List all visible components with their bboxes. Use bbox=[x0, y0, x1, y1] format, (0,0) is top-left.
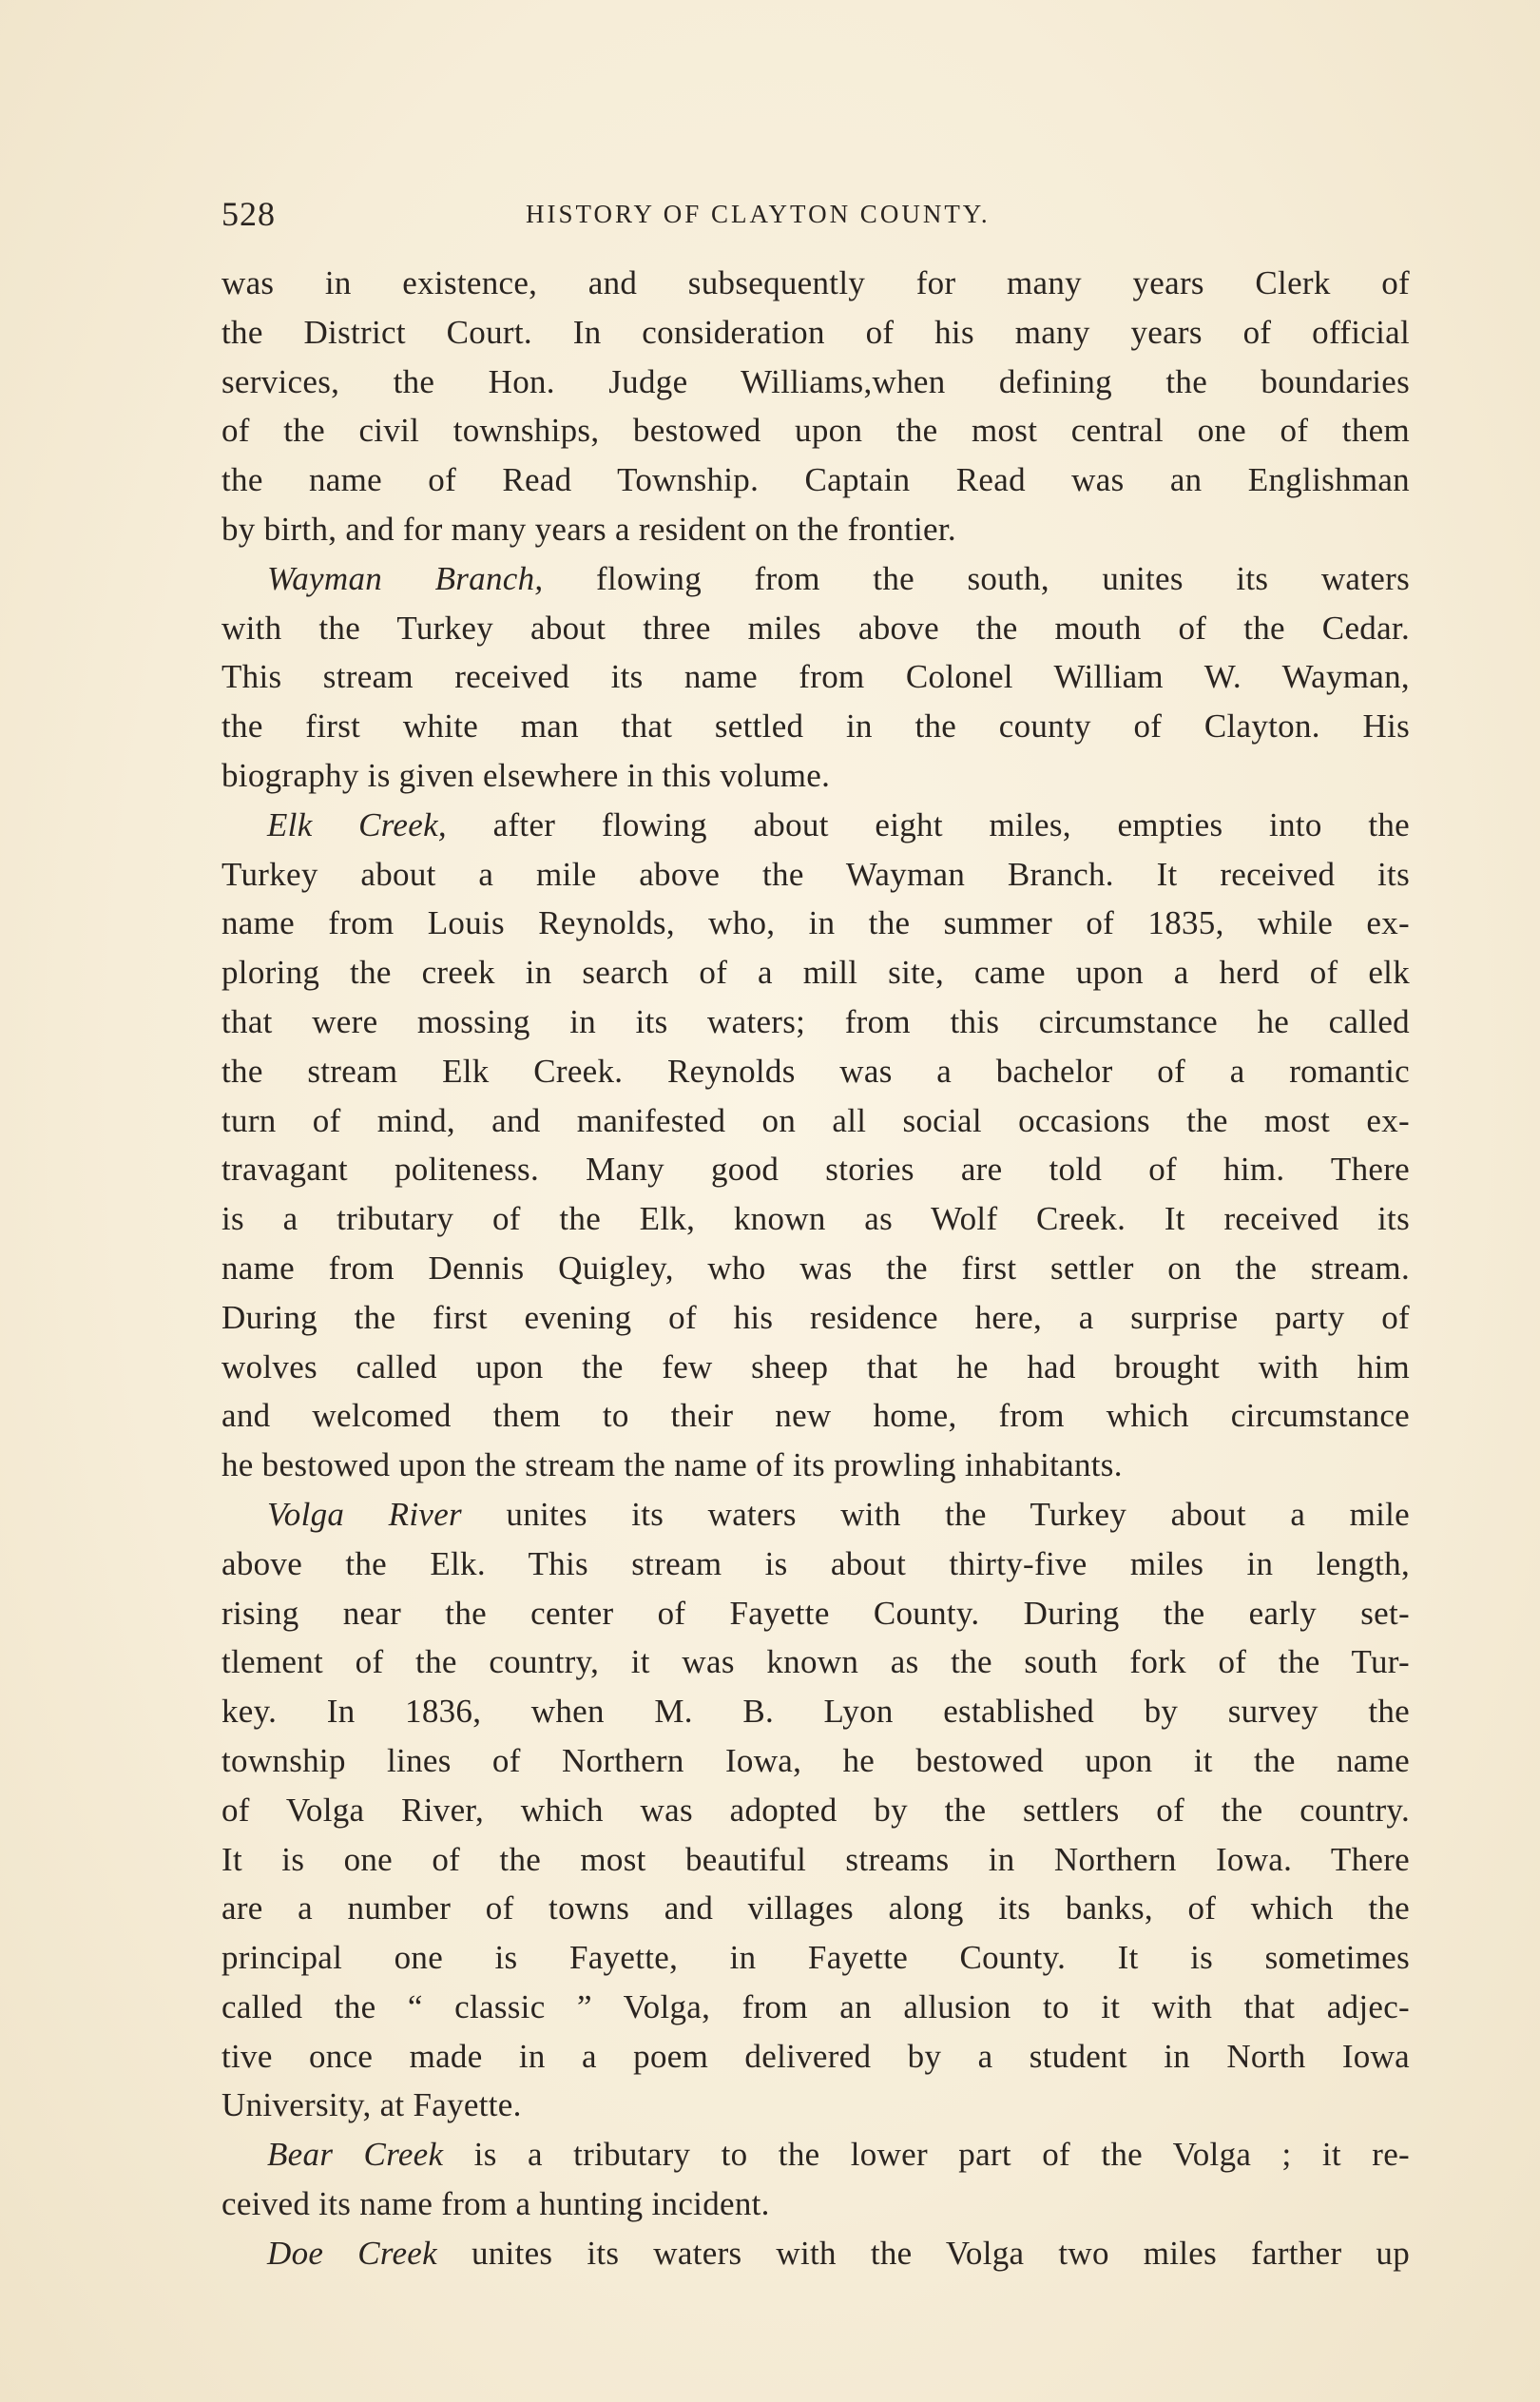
text-line bbox=[221, 1736, 1410, 1786]
line-text: was in existence, and subsequently for many years Clerk of bbox=[221, 264, 1410, 301]
text-line bbox=[221, 604, 1410, 653]
stream-name: Doe Creek bbox=[267, 2234, 437, 2272]
line-text: the name of Read Township. Captain Read was an Englishman bbox=[221, 461, 1410, 499]
text-line bbox=[221, 1047, 1410, 1096]
line-text: services, the Hon. Judge Williams,when defining the boundaries bbox=[221, 362, 1410, 400]
text-line bbox=[221, 1589, 1410, 1638]
text-line bbox=[221, 1441, 1410, 1490]
text-line bbox=[221, 455, 1410, 505]
text-line bbox=[221, 505, 1410, 554]
stream-name: Bear Creek bbox=[267, 2136, 444, 2174]
line-text: principal one is Fayette, in Fayette County. It is sometimes bbox=[221, 1939, 1410, 1977]
line-text: flowing from the south, unites its waters bbox=[543, 559, 1410, 597]
line-text: ceived its name from a hunting incident. bbox=[221, 2185, 770, 2223]
running-title: HISTORY OF CLAYTON COUNTY. bbox=[526, 200, 991, 228]
line-text: that were mossing in its waters; from this circumstance he called bbox=[221, 1002, 1410, 1040]
line-text: and welcomed them to their new home, from which circumstance bbox=[221, 1397, 1410, 1435]
page-number: 528 bbox=[221, 195, 276, 233]
line-text: the stream Elk Creek. Reynolds was a bachelor of a romantic bbox=[221, 1052, 1410, 1090]
line-text: of Volga River, which was adopted by the settlers of the country. bbox=[221, 1791, 1410, 1829]
line-text: called the “ classic ” Volga, from an allusion to it with that adjec- bbox=[221, 1987, 1410, 2025]
body-text bbox=[221, 259, 1410, 2278]
text-line bbox=[221, 998, 1410, 1047]
text-line bbox=[221, 1391, 1410, 1441]
text-line bbox=[221, 801, 1410, 850]
line-text: University, at Fayette. bbox=[221, 2086, 522, 2124]
line-text: travagant politeness. Many good stories are told of him. There bbox=[221, 1151, 1410, 1189]
line-text: after flowing about eight miles, empties into the bbox=[447, 805, 1410, 843]
text-line bbox=[221, 1786, 1410, 1835]
line-text: name from Louis Reynolds, who, in the summer of 1835, while ex- bbox=[221, 904, 1410, 942]
line-text: by birth, and for many years a resident on the frontier. bbox=[221, 510, 956, 548]
text-line bbox=[221, 1343, 1410, 1392]
line-text: above the Elk. This stream is about thirty-five miles in length, bbox=[221, 1544, 1410, 1582]
text-line bbox=[221, 751, 1410, 801]
text-line bbox=[221, 259, 1410, 308]
line-text: During the first evening of his residence here, a surprise party of bbox=[221, 1298, 1410, 1336]
line-text: of the civil townships, bestowed upon the most central one of them bbox=[221, 412, 1410, 450]
text-line bbox=[221, 1293, 1410, 1343]
paragraph bbox=[221, 801, 1410, 1490]
text-line bbox=[221, 554, 1410, 604]
text-line bbox=[221, 1933, 1410, 1983]
text-line bbox=[221, 850, 1410, 900]
line-text: biography is given elsewhere in this volume. bbox=[221, 756, 831, 794]
paragraph bbox=[221, 259, 1410, 554]
text-line bbox=[221, 1884, 1410, 1933]
text-line bbox=[221, 1637, 1410, 1687]
text-line bbox=[221, 2081, 1410, 2130]
line-text: name from Dennis Quigley, who was the first settler on the stream. bbox=[221, 1249, 1410, 1287]
paragraph bbox=[221, 554, 1410, 801]
stream-name: Volga River bbox=[267, 1495, 462, 1533]
text-line bbox=[221, 1490, 1410, 1540]
line-text: is a tributary to the lower part of the Volga ; it re- bbox=[443, 2136, 1410, 2174]
text-line bbox=[221, 1687, 1410, 1736]
text-line bbox=[221, 358, 1410, 407]
line-text: with the Turkey about three miles above the mouth of the Cedar. bbox=[221, 609, 1410, 647]
text-line bbox=[221, 652, 1410, 702]
paragraph bbox=[221, 2130, 1410, 2229]
text-line bbox=[221, 702, 1410, 751]
line-text: tlement of the country, it was known as the south fork of the Tur- bbox=[221, 1643, 1410, 1681]
text-line bbox=[221, 1244, 1410, 1293]
line-text: ploring the creek in search of a mill site, came upon a herd of elk bbox=[221, 954, 1410, 992]
stream-name: Wayman Branch, bbox=[267, 559, 544, 597]
line-text: key. In 1836, when M. B. Lyon established by survey the bbox=[221, 1693, 1410, 1731]
line-text: the first white man that settled in the county of Clayton. His bbox=[221, 707, 1410, 746]
text-line bbox=[221, 1194, 1410, 1244]
text-line bbox=[221, 2130, 1410, 2179]
text-line bbox=[221, 406, 1410, 455]
text-line bbox=[221, 1096, 1410, 1146]
line-text: wolves called upon the few sheep that he had brought with him bbox=[221, 1347, 1410, 1385]
page-header bbox=[221, 190, 1410, 238]
paragraph bbox=[221, 1490, 1410, 2130]
line-text: rising near the center of Fayette County. During the early set- bbox=[221, 1594, 1410, 1632]
stream-name: Elk Creek, bbox=[267, 805, 447, 843]
line-text: are a number of towns and villages along its banks, of which the bbox=[221, 1889, 1410, 1927]
text-line bbox=[221, 2179, 1410, 2229]
text-line bbox=[221, 1983, 1410, 2032]
line-text: he bestowed upon the stream the name of its prowling inhabitants. bbox=[221, 1446, 1123, 1484]
line-text: It is one of the most beautiful streams in Northern Iowa. There bbox=[221, 1840, 1410, 1878]
line-text: turn of mind, and manifested on all social occasions the most ex- bbox=[221, 1101, 1410, 1139]
text-line bbox=[221, 1540, 1410, 1589]
text-line bbox=[221, 1835, 1410, 1885]
line-text: This stream received its name from Colonel William W. Wayman, bbox=[221, 658, 1410, 696]
text-line bbox=[221, 1145, 1410, 1194]
text-line bbox=[221, 308, 1410, 358]
line-text: unites its waters with the Turkey about a mile bbox=[461, 1495, 1410, 1533]
text-line bbox=[221, 899, 1410, 948]
line-text: unites its waters with the Volga two miles farther up bbox=[436, 2234, 1410, 2272]
paragraph bbox=[221, 2229, 1410, 2278]
line-text: tive once made in a poem delivered by a student in North Iowa bbox=[221, 2037, 1410, 2075]
line-text: township lines of Northern Iowa, he bestowed upon it the name bbox=[221, 1741, 1410, 1779]
line-text: is a tributary of the Elk, known as Wolf Creek. It received its bbox=[221, 1200, 1410, 1238]
line-text: the District Court. In consideration of his many years of official bbox=[221, 313, 1410, 351]
text-line bbox=[221, 2229, 1410, 2278]
line-text: Turkey about a mile above the Wayman Branch. It received its bbox=[221, 855, 1410, 893]
text-line bbox=[221, 948, 1410, 998]
text-line bbox=[221, 2032, 1410, 2082]
